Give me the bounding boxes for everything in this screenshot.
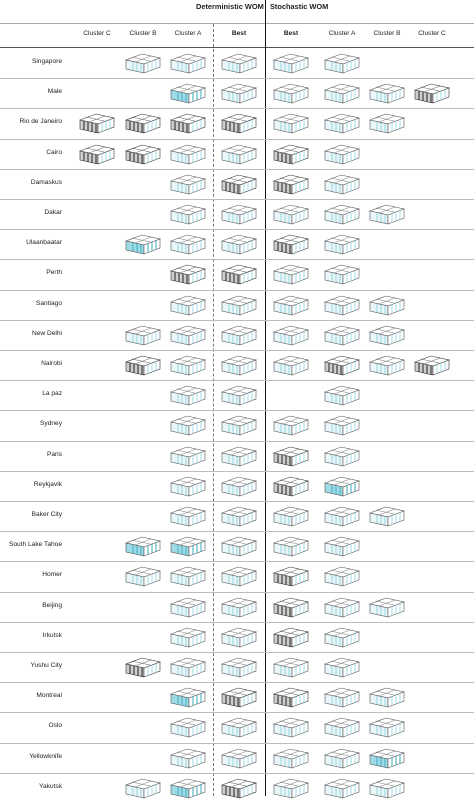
building-configuration-icon xyxy=(272,262,310,286)
col-header-det-best: Best xyxy=(231,30,247,37)
building-configuration-icon xyxy=(169,474,207,498)
building-configuration-icon xyxy=(169,172,207,196)
building-configuration-icon xyxy=(169,51,207,75)
building-configuration-icon xyxy=(272,746,310,770)
method-separator xyxy=(265,0,266,796)
row-label-city: Homer xyxy=(42,571,62,579)
building-configuration-icon xyxy=(124,655,162,679)
building-configuration-icon xyxy=(220,383,258,407)
row-label-city: Santiago xyxy=(35,299,62,307)
building-configuration-icon xyxy=(323,293,361,317)
row-label-city: Nairobi xyxy=(41,360,62,367)
row-divider xyxy=(0,743,474,744)
col-header-sto-best: Best xyxy=(283,30,299,37)
row-label-city: Montreal xyxy=(36,692,62,700)
building-configuration-icon xyxy=(272,111,310,135)
building-configuration-icon xyxy=(169,81,207,105)
building-configuration-icon xyxy=(323,81,361,105)
building-configuration-icon xyxy=(124,51,162,75)
building-configuration-icon xyxy=(169,111,207,135)
building-configuration-icon xyxy=(220,595,258,619)
row-label-city: Perth xyxy=(46,269,62,277)
row-divider xyxy=(0,471,474,472)
building-configuration-icon xyxy=(169,564,207,588)
building-configuration-icon xyxy=(323,715,361,739)
building-configuration-icon xyxy=(272,685,310,709)
building-configuration-icon xyxy=(78,111,116,135)
row-divider xyxy=(0,229,474,230)
building-configuration-icon xyxy=(169,776,207,800)
building-configuration-icon xyxy=(272,142,310,166)
building-configuration-icon xyxy=(169,232,207,256)
col-header-sto-cluster-a: Cluster A xyxy=(328,30,356,37)
building-configuration-icon xyxy=(323,776,361,800)
building-configuration-icon xyxy=(220,202,258,226)
building-configuration-icon xyxy=(323,655,361,679)
building-configuration-icon xyxy=(368,81,406,105)
row-divider xyxy=(0,501,474,502)
row-divider xyxy=(0,290,474,291)
building-configuration-icon xyxy=(220,715,258,739)
building-configuration-icon xyxy=(272,474,310,498)
row-divider xyxy=(0,622,474,623)
row-label-city: Ulaanbaatar xyxy=(26,239,62,247)
building-configuration-icon xyxy=(220,262,258,286)
building-configuration-icon xyxy=(220,444,258,468)
building-configuration-icon xyxy=(220,504,258,528)
building-configuration-icon xyxy=(220,655,258,679)
building-configuration-icon xyxy=(220,685,258,709)
building-configuration-icon xyxy=(220,81,258,105)
building-configuration-icon xyxy=(220,172,258,196)
row-divider xyxy=(0,592,474,593)
row-label-city: Singapore xyxy=(31,58,62,65)
building-configuration-icon xyxy=(220,111,258,135)
building-configuration-icon xyxy=(220,474,258,498)
building-configuration-icon xyxy=(169,202,207,226)
row-label-city: Sydney xyxy=(40,420,62,428)
row-divider xyxy=(0,259,474,260)
building-configuration-icon xyxy=(323,474,361,498)
building-configuration-icon xyxy=(323,202,361,226)
row-label-city: La paz xyxy=(42,390,62,398)
building-configuration-icon xyxy=(220,564,258,588)
building-configuration-icon xyxy=(323,444,361,468)
building-configuration-icon xyxy=(169,353,207,377)
group-header-stochastic: Stochastic WOM xyxy=(270,2,329,11)
building-configuration-icon xyxy=(323,564,361,588)
row-divider xyxy=(0,350,474,351)
row-label-city: Damaskus xyxy=(30,178,62,186)
row-divider xyxy=(0,652,474,653)
building-configuration-icon xyxy=(124,534,162,558)
building-configuration-icon xyxy=(272,51,310,75)
building-configuration-icon xyxy=(272,564,310,588)
building-configuration-icon xyxy=(272,232,310,256)
building-configuration-icon xyxy=(368,202,406,226)
building-configuration-icon xyxy=(220,413,258,437)
building-configuration-icon xyxy=(272,625,310,649)
building-configuration-icon xyxy=(368,685,406,709)
building-configuration-icon xyxy=(272,534,310,558)
building-configuration-icon xyxy=(272,353,310,377)
building-configuration-icon xyxy=(220,776,258,800)
building-configuration-icon xyxy=(220,232,258,256)
building-configuration-icon xyxy=(169,413,207,437)
row-divider xyxy=(0,108,474,109)
building-configuration-icon xyxy=(368,323,406,347)
building-configuration-icon xyxy=(272,323,310,347)
building-configuration-icon xyxy=(272,413,310,437)
building-configuration-icon xyxy=(78,142,116,166)
building-configuration-icon xyxy=(413,353,451,377)
row-divider xyxy=(0,441,474,442)
building-configuration-icon xyxy=(169,323,207,347)
building-configuration-icon xyxy=(368,504,406,528)
row-divider xyxy=(0,199,474,200)
building-configuration-icon xyxy=(124,776,162,800)
header-rule-bottom xyxy=(0,47,474,48)
row-label-city: Dakar xyxy=(44,209,62,216)
building-configuration-icon xyxy=(323,595,361,619)
row-label-city: Paris xyxy=(46,450,62,458)
building-configuration-icon xyxy=(169,625,207,649)
building-configuration-icon xyxy=(272,776,310,800)
building-configuration-icon xyxy=(323,504,361,528)
row-divider xyxy=(0,320,474,321)
header-rule-top xyxy=(0,23,474,24)
row-label-city: Reykjavik xyxy=(33,480,62,488)
row-label-city: Yellowknife xyxy=(29,752,62,760)
building-configuration-icon xyxy=(323,142,361,166)
building-configuration-icon xyxy=(220,625,258,649)
building-configuration-icon xyxy=(169,595,207,619)
building-configuration-icon xyxy=(323,232,361,256)
building-configuration-icon xyxy=(220,534,258,558)
building-configuration-icon xyxy=(323,353,361,377)
col-header-sto-cluster-c: Cluster C xyxy=(418,30,446,37)
row-divider xyxy=(0,380,474,381)
building-configuration-icon xyxy=(124,323,162,347)
row-label-city: Cairo xyxy=(46,148,62,156)
building-configuration-icon xyxy=(124,111,162,135)
building-configuration-icon xyxy=(368,111,406,135)
row-divider xyxy=(0,78,474,79)
row-divider xyxy=(0,773,474,774)
row-divider xyxy=(0,531,474,532)
building-configuration-icon xyxy=(124,564,162,588)
building-configuration-icon xyxy=(169,383,207,407)
building-configuration-icon xyxy=(272,293,310,317)
building-configuration-icon xyxy=(323,262,361,286)
building-configuration-icon xyxy=(124,142,162,166)
building-configuration-icon xyxy=(368,293,406,317)
building-configuration-icon xyxy=(323,111,361,135)
row-label-city: Male xyxy=(47,88,62,96)
building-configuration-icon xyxy=(220,51,258,75)
building-configuration-icon xyxy=(272,81,310,105)
building-configuration-icon xyxy=(323,172,361,196)
building-configuration-icon xyxy=(323,51,361,75)
building-configuration-icon xyxy=(220,353,258,377)
row-label-city: Baker City xyxy=(31,511,62,518)
row-label-city: Yushu City xyxy=(30,662,62,669)
col-header-det-cluster-a: Cluster A xyxy=(174,30,202,37)
building-configuration-icon xyxy=(124,353,162,377)
building-configuration-icon xyxy=(323,625,361,649)
building-configuration-icon xyxy=(220,746,258,770)
building-configuration-icon xyxy=(169,504,207,528)
building-configuration-icon xyxy=(169,293,207,317)
row-label-city: Irkutsk xyxy=(42,631,62,639)
row-label-city: Yakutsk xyxy=(39,782,62,790)
row-divider xyxy=(0,682,474,683)
building-configuration-icon xyxy=(169,715,207,739)
group-header-deterministic: Deterministic WOM xyxy=(196,2,264,11)
building-configuration-icon xyxy=(169,685,207,709)
building-configuration-icon xyxy=(323,323,361,347)
building-configuration-icon xyxy=(323,413,361,437)
building-configuration-icon xyxy=(272,444,310,468)
building-configuration-icon xyxy=(220,293,258,317)
building-configuration-icon xyxy=(272,715,310,739)
row-divider xyxy=(0,169,474,170)
row-label-city: New Delhi xyxy=(31,329,62,337)
building-configuration-icon xyxy=(169,444,207,468)
row-divider xyxy=(0,410,474,411)
building-configuration-icon xyxy=(368,353,406,377)
building-configuration-icon xyxy=(272,655,310,679)
building-configuration-icon xyxy=(368,746,406,770)
building-configuration-icon xyxy=(323,746,361,770)
building-configuration-icon xyxy=(413,81,451,105)
col-header-sto-cluster-b: Cluster B xyxy=(373,30,401,37)
building-configuration-icon xyxy=(220,142,258,166)
col-header-det-cluster-b: Cluster B xyxy=(129,30,157,37)
building-configuration-icon xyxy=(124,232,162,256)
building-configuration-icon xyxy=(169,262,207,286)
col-header-det-cluster-c: Cluster C xyxy=(83,30,111,37)
building-configuration-icon xyxy=(323,685,361,709)
row-label-city: South Lake Tahoe xyxy=(8,541,62,549)
row-divider xyxy=(0,139,474,140)
building-configuration-icon xyxy=(272,504,310,528)
building-configuration-icon xyxy=(368,595,406,619)
building-configuration-icon xyxy=(169,142,207,166)
row-label-city: Beijing xyxy=(42,601,62,609)
building-configuration-icon xyxy=(220,323,258,347)
row-label-city: Oslo xyxy=(48,722,62,730)
building-configuration-icon xyxy=(272,172,310,196)
building-configuration-icon xyxy=(169,655,207,679)
row-divider xyxy=(0,561,474,562)
building-configuration-icon xyxy=(169,534,207,558)
building-configuration-icon xyxy=(368,715,406,739)
building-configuration-icon xyxy=(272,202,310,226)
building-configuration-icon xyxy=(272,595,310,619)
building-configuration-icon xyxy=(323,534,361,558)
building-configuration-icon xyxy=(169,746,207,770)
building-configuration-icon xyxy=(323,383,361,407)
row-divider xyxy=(0,712,474,713)
building-configuration-icon xyxy=(368,776,406,800)
row-label-city: Rio de Janeiro xyxy=(19,118,62,126)
